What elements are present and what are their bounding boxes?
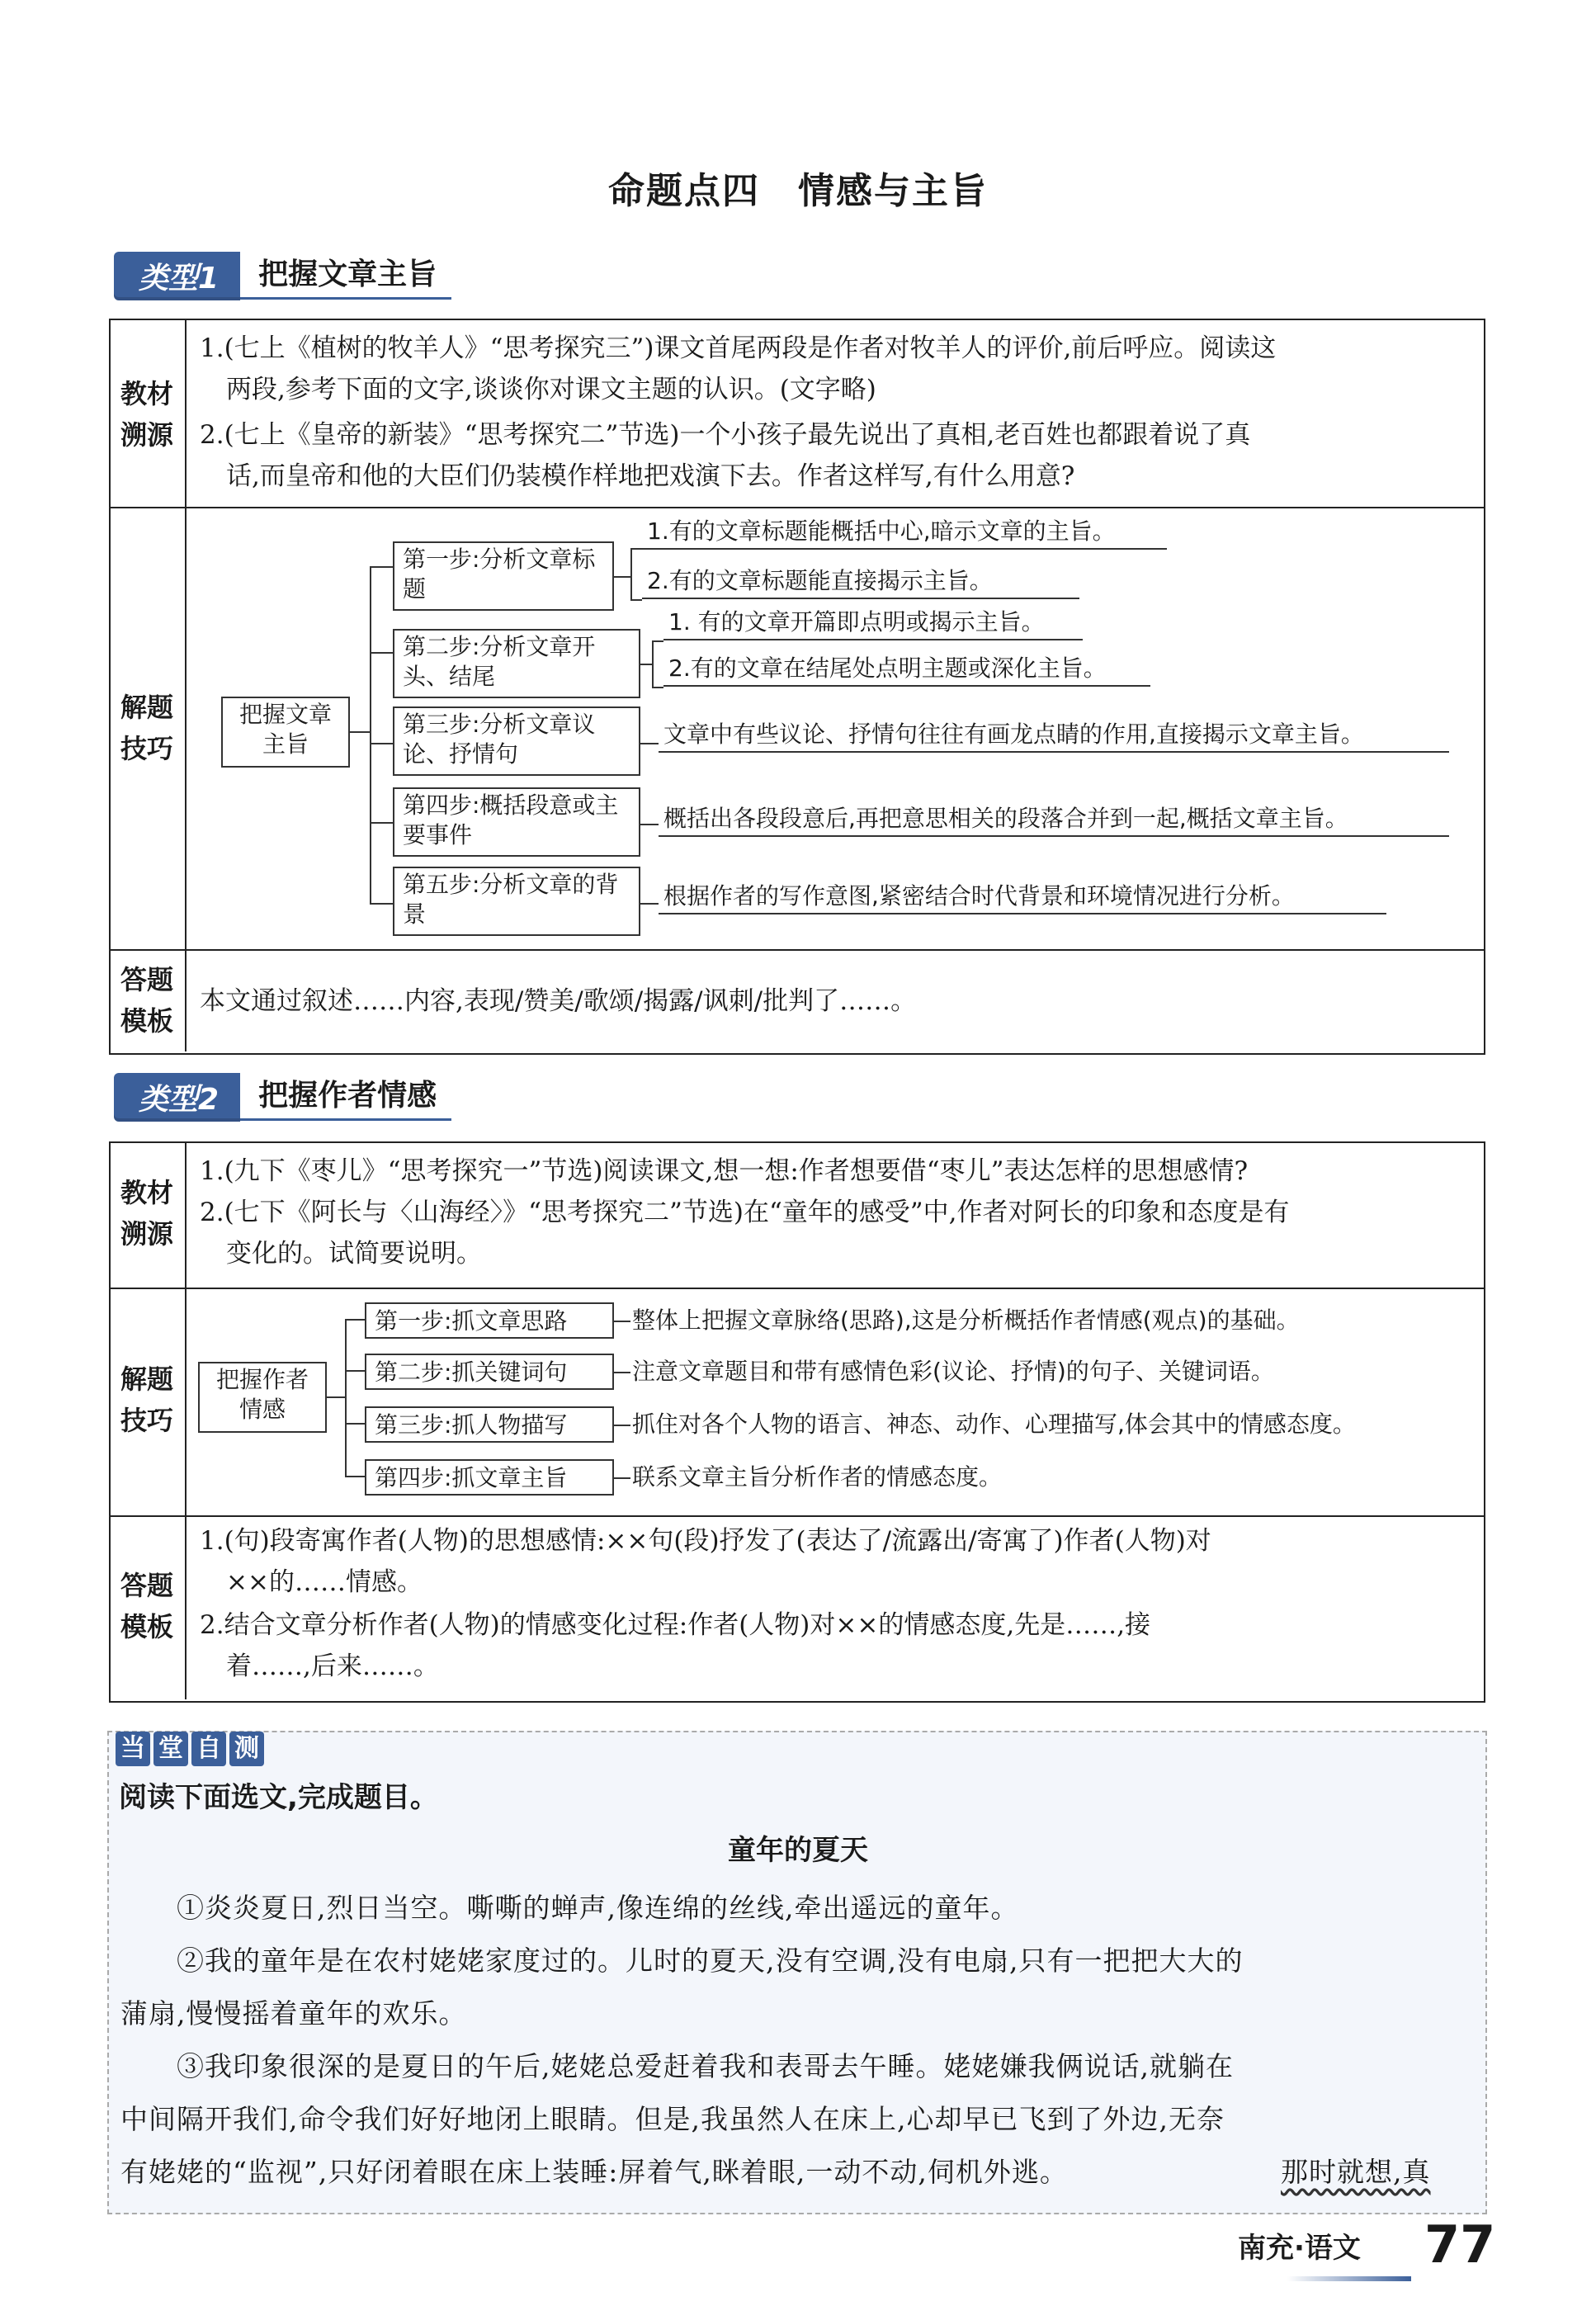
type2-step2-node: 第二步:抓关键词句 — [365, 1354, 614, 1390]
type1-badge-label: 类型1 — [114, 252, 240, 300]
type2-textbook-1: 1.(九下《枣儿》“思考探究一”节选)阅读课文,想一想:作者想要借“枣儿”表达怎样的思想感情? — [200, 1156, 1249, 1186]
type1-row-divider-2 — [111, 949, 1484, 951]
article-title: 童年的夏天 — [728, 1834, 868, 1867]
type1-label-skill: 解题技巧 — [120, 692, 173, 764]
type1-textbook-2b: 话,而皇帝和他的大臣们仍装模作样地把戏演下去。作者这样写,有什么用意? — [226, 461, 1075, 491]
type2-step3-node: 第三步:抓人物描写 — [365, 1406, 614, 1443]
type1-step2-node: 第二步:分析文章开头、结尾 — [393, 629, 640, 698]
type2-badge — [114, 1073, 451, 1121]
type1-textbook-2: 2.(七上《皇帝的新装》“思考探究二”节选)一个小孩子最先说出了真相,老百姓也都跟着说了真 — [200, 420, 1251, 450]
type1-connector — [350, 731, 370, 733]
paragraph-1: ①炎炎夏日,烈日当空。嘶嘶的蝉声,像连绵的丝线,牵出遥远的童年。 — [177, 1892, 1019, 1924]
type1-badge — [114, 252, 451, 300]
type1-label-template: 答题模板 — [120, 964, 173, 1037]
type2-textbook-2b: 变化的。试简要说明。 — [226, 1239, 482, 1269]
type1-row-divider-1 — [111, 507, 1484, 508]
paragraph-2a: ②我的童年是在农村姥姥家度过的。儿时的夏天,没有空调,没有电扇,只有一把把大大的 — [177, 1945, 1244, 1977]
self-test-badge-char-3: 自 — [191, 1732, 226, 1766]
paragraph-2b: 蒲扇,慢慢摇着童年的欢乐。 — [120, 1997, 467, 2030]
self-test-badge-char-2: 堂 — [153, 1732, 188, 1766]
type2-row-divider-1 — [111, 1288, 1484, 1289]
type2-template-2: 2.结合文章分析作者(人物)的情感变化过程:作者(人物)对××的情感态度,先是……,接 — [200, 1610, 1151, 1640]
type1-textbook-1b: 两段,参考下面的文字,谈谈你对课文主题的认识。(文字略) — [226, 375, 876, 404]
type1-trunk — [370, 566, 371, 905]
type2-step4-leaf: 联系文章主旨分析作者的情感态度。 — [632, 1463, 1003, 1491]
type1-step1-leaf-1: 1.有的文章标题能概括中心,暗示文章的主旨。 — [642, 515, 1167, 550]
type2-template-2b: 着……,后来……。 — [226, 1652, 439, 1681]
self-test-instruction: 阅读下面选文,完成题目。 — [119, 1781, 438, 1814]
page-number: 77 — [1424, 2214, 1496, 2275]
type1-step2-leaf-1: 1. 有的文章开篇即点明或揭示主旨。 — [663, 606, 1083, 640]
type1-root-node: 把握文章主旨 — [221, 697, 350, 768]
type2-step1-node: 第一步:抓文章思路 — [365, 1302, 614, 1339]
self-test-badge-char-1: 当 — [116, 1732, 150, 1766]
page-title: 命题点四 情感与主旨 — [608, 170, 988, 212]
type1-step1-leaf-2: 2.有的文章标题能直接揭示主旨。 — [642, 565, 1079, 599]
type2-template-1b: ××的……情感。 — [226, 1567, 423, 1597]
type2-label-skill: 解题技巧 — [120, 1363, 173, 1436]
paragraph-3d-underlined: 那时就想,真 — [1281, 2156, 1431, 2188]
type2-row-divider-2 — [111, 1515, 1484, 1517]
type1-template-text: 本文通过叙述……内容,表现/赞美/歌颂/揭露/讽刺/批判了……。 — [200, 986, 917, 1016]
type2-label-textbook: 教材溯源 — [120, 1177, 173, 1250]
paragraph-3b: 中间隔开我们,命令我们好好地闭上眼睛。但是,我虽然人在床上,心却早已飞到了外边,无奈 — [120, 2103, 1225, 2135]
type2-textbook-2: 2.(七下《阿长与〈山海经〉》“思考探究二”节选)在“童年的感受”中,作者对阿长的印象和态度是有 — [200, 1198, 1290, 1227]
type1-textbook-1: 1.(七上《植树的牧羊人》“思考探究三”)课文首尾两段是作者对牧羊人的评价,前后呼应。阅读这 — [200, 333, 1277, 363]
type2-trunk — [345, 1319, 347, 1476]
footer-region: 南充·语文 — [1238, 2232, 1361, 2265]
type2-badge-label: 类型2 — [114, 1073, 240, 1122]
type1-step5-leaf: 根据作者的写作意图,紧密结合时代背景和环境情况进行分析。 — [659, 880, 1386, 914]
type2-step3-leaf: 抓住对各个人物的语言、神态、动作、心理描写,体会其中的情感态度。 — [632, 1411, 1356, 1438]
type1-step3-node: 第三步:分析文章议论、抒情句 — [393, 706, 640, 776]
footer-accent-bar — [1287, 2276, 1411, 2281]
type1-step1-node: 第一步:分析文章标题 — [393, 541, 614, 611]
type1-step3-leaf: 文章中有些议论、抒情句往往有画龙点睛的作用,直接揭示文章主旨。 — [659, 718, 1449, 753]
type1-label-textbook: 教材溯源 — [120, 378, 173, 451]
type1-step2-leaf-2: 2.有的文章在结尾处点明主题或深化主旨。 — [663, 652, 1150, 687]
paragraph-3a: ③我印象很深的是夏日的午后,姥姥总爱赶着我和表哥去午睡。姥姥嫌我俩说话,就躺在 — [177, 2050, 1234, 2082]
type2-template-1: 1.(句)段寄寓作者(人物)的思想感情:××句(段)抒发了(表达了/流露出/寄寓了)作者(人物)对 — [200, 1526, 1211, 1556]
type2-title: 把握作者情感 — [240, 1074, 451, 1121]
type1-step5-node: 第五步:分析文章的背景 — [393, 867, 640, 936]
self-test-badge — [116, 1732, 264, 1766]
type1-title: 把握文章主旨 — [240, 253, 451, 300]
type2-step4-node: 第四步:抓文章主旨 — [365, 1459, 614, 1496]
type1-step4-node: 第四步:概括段意或主要事件 — [393, 787, 640, 857]
type1-step4-leaf: 概括出各段段意后,再把意思相关的段落合并到一起,概括文章主旨。 — [659, 802, 1449, 837]
type2-connector — [327, 1396, 345, 1398]
type2-root-node: 把握作者情感 — [198, 1362, 327, 1433]
type2-step2-leaf: 注意文章题目和带有感情色彩(议论、抒情)的句子、关键词语。 — [632, 1358, 1274, 1385]
paragraph-3c: 有姥姥的“监视”,只好闭着眼在床上装睡:屏着气,眯着眼,一动不动,伺机外逃。 — [120, 2156, 1068, 2188]
type2-step1-leaf: 整体上把握文章脉络(思路),这是分析概括作者情感(观点)的基础。 — [632, 1307, 1300, 1334]
self-test-badge-char-4: 测 — [229, 1732, 264, 1766]
type2-label-template: 答题模板 — [120, 1570, 173, 1642]
